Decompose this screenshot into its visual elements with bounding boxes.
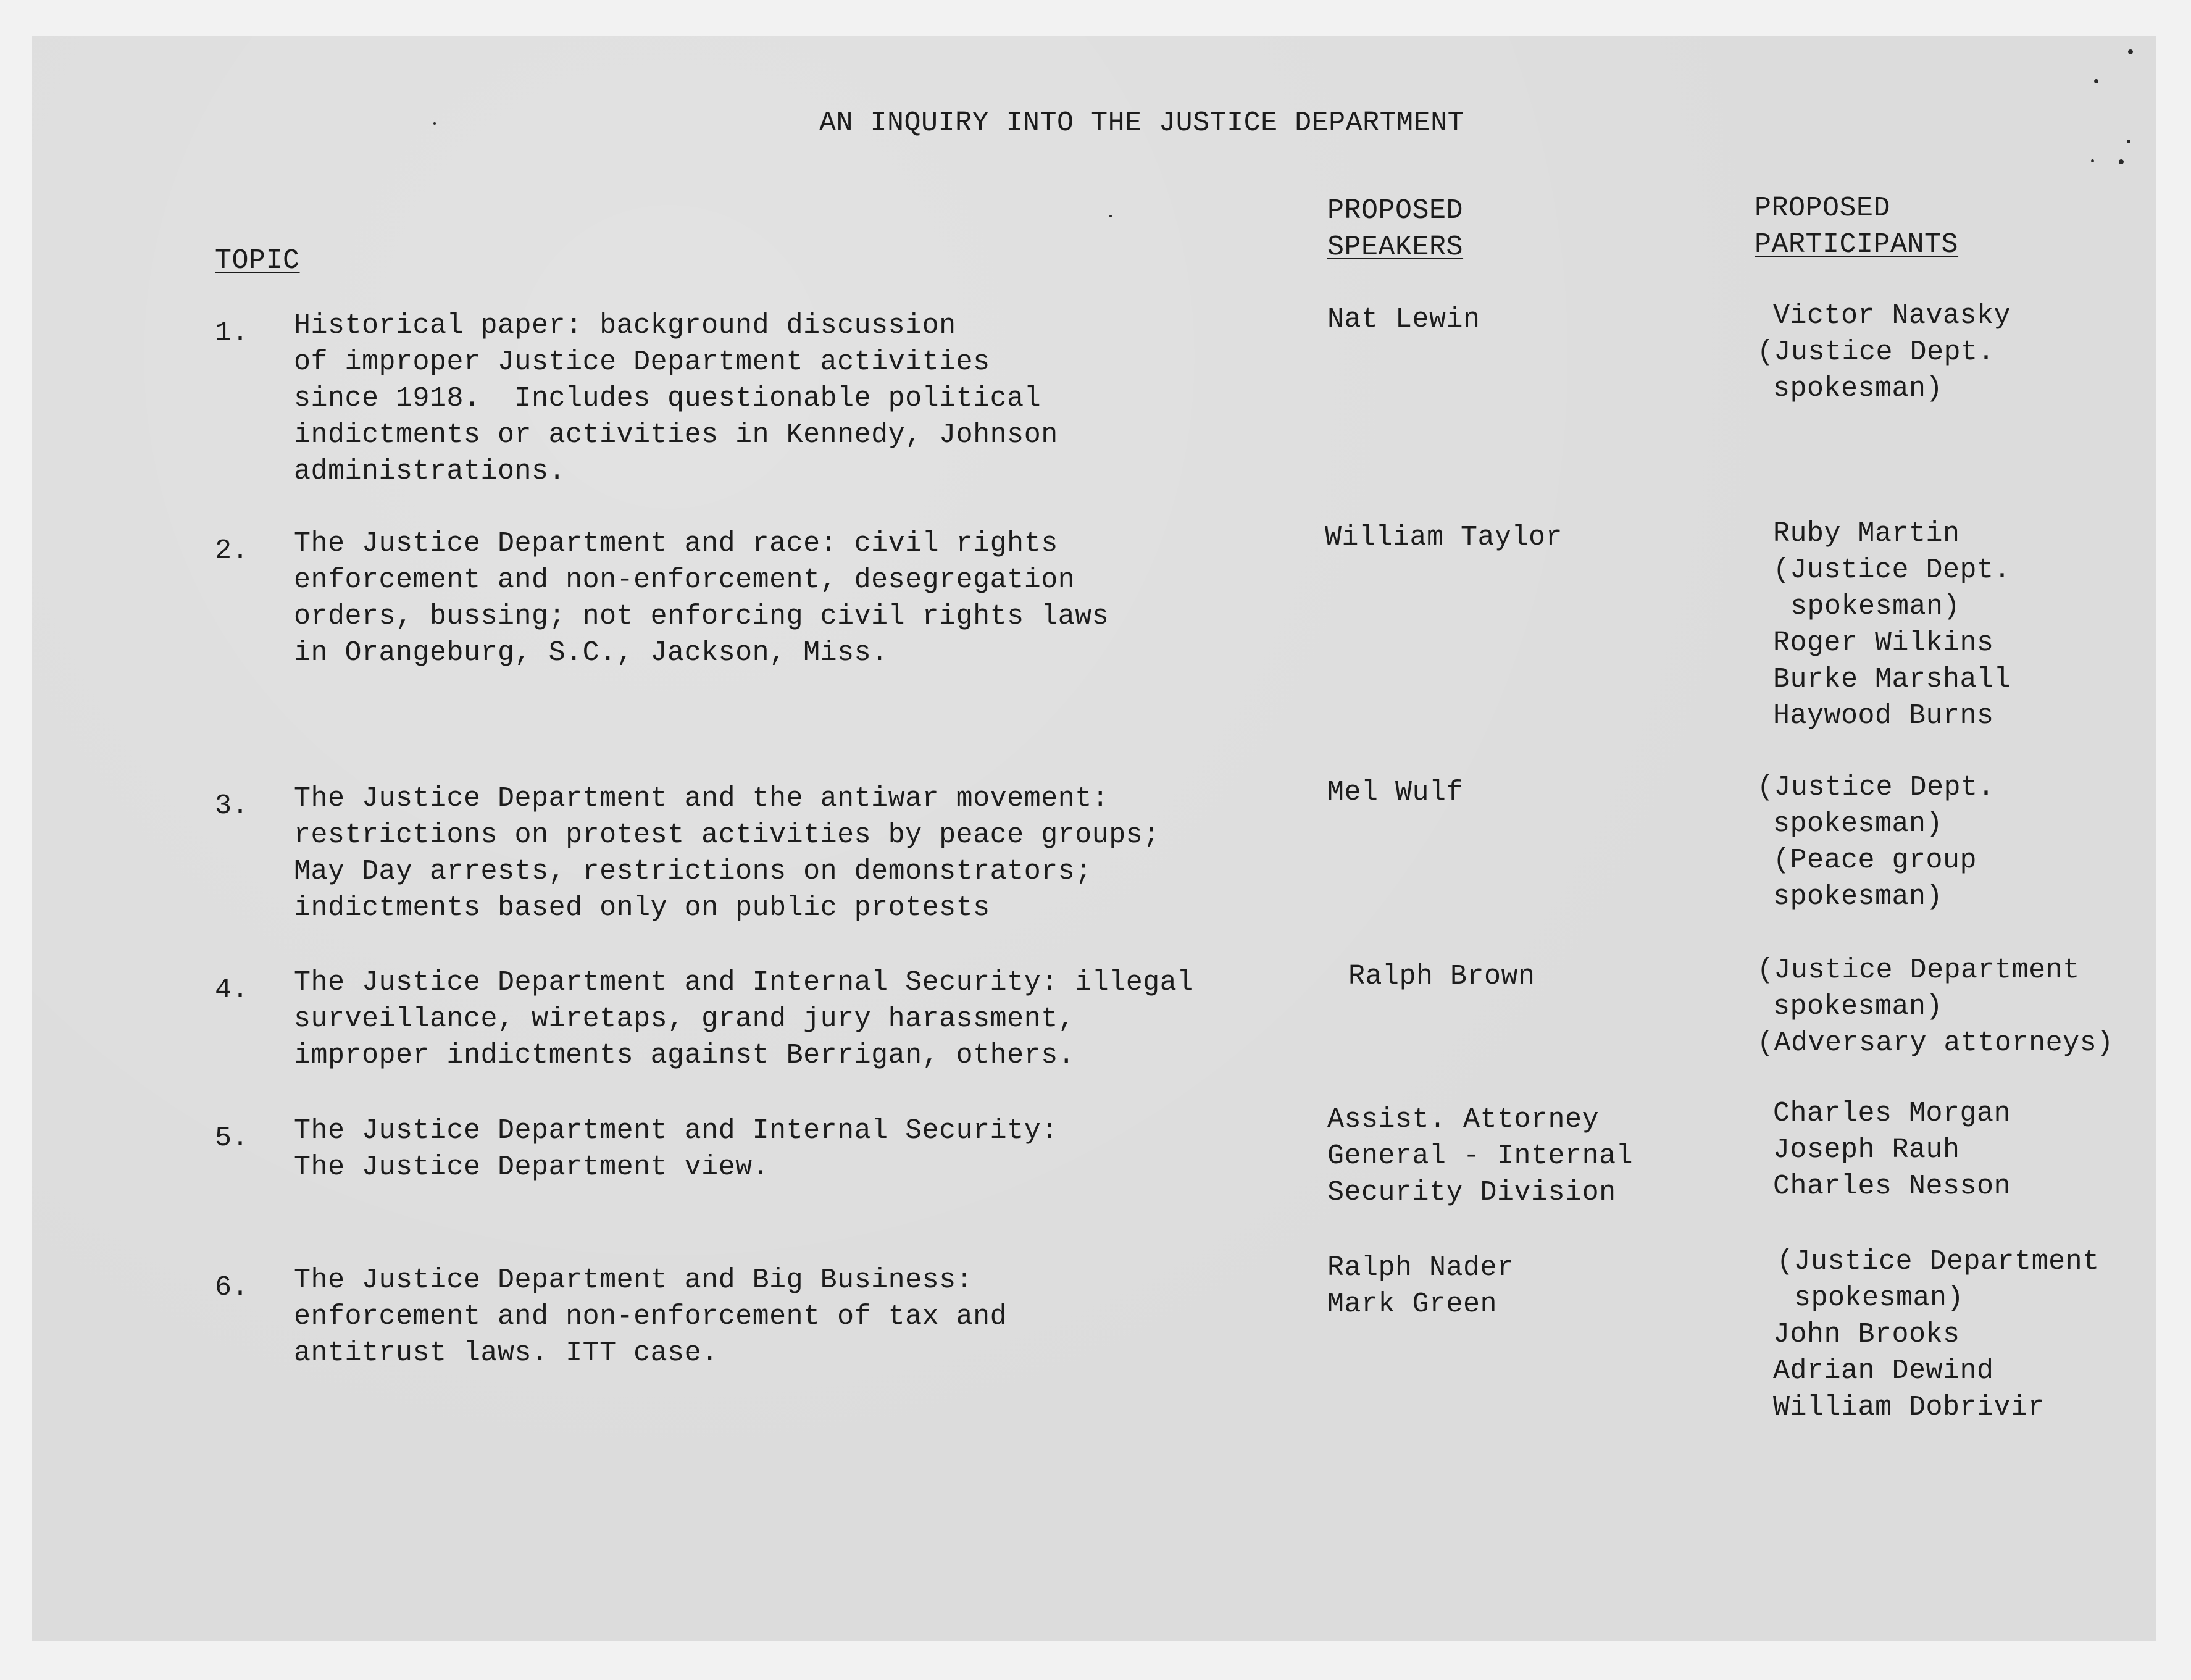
topic-line: since 1918. Includes questionable political	[294, 383, 1041, 414]
participant-line: spokesman)	[1794, 1282, 1964, 1314]
topic-line: of improper Justice Department activities	[294, 346, 990, 378]
participant-line: (Justice Department	[1777, 1246, 2100, 1277]
participant-line: spokesman)	[1773, 808, 1943, 840]
topic-line: surveillance, wiretaps, grand jury harassment,	[294, 1003, 1075, 1035]
speaker-line: Assist. Attorney	[1327, 1104, 1600, 1135]
item-number: 5.	[215, 1122, 249, 1154]
scan-speck	[2094, 79, 2098, 83]
participants-header-line2: PARTICIPANTS	[1755, 229, 1959, 261]
topic-line: enforcement and non-enforcement, desegregation	[294, 564, 1075, 596]
participants-header-line1: PROPOSED	[1755, 193, 1891, 224]
topic-line: The Justice Department and race: civil rights	[294, 528, 1058, 559]
item-number: 3.	[215, 790, 249, 822]
speaker-line: Ralph Nader	[1327, 1252, 1514, 1284]
speaker-line: Mark Green	[1327, 1289, 1498, 1320]
speakers-header-line2: SPEAKERS	[1327, 232, 1464, 263]
topic-line: The Justice Department and Internal Security: illegal	[294, 967, 1194, 998]
speaker-name: Mel Wulf	[1327, 777, 1464, 808]
topic-line: May Day arrests, restrictions on demonstrators;	[294, 856, 1092, 887]
participant-line: (Adversary attorneys)	[1757, 1027, 2114, 1059]
topic-line: in Orangeburg, S.C., Jackson, Miss.	[294, 637, 888, 669]
topic-line: The Justice Department view.	[294, 1151, 770, 1183]
speakers-header-line1: PROPOSED	[1327, 195, 1464, 227]
scan-speck	[2091, 159, 2094, 162]
participant-line: spokesman)	[1790, 591, 1961, 622]
speaker-name: Ralph Brown	[1348, 961, 1535, 992]
participant-line: Joseph Rauh	[1773, 1134, 1960, 1166]
topic-line: enforcement and non-enforcement of tax and	[294, 1301, 1008, 1332]
speaker-line: General - Internal	[1327, 1140, 1634, 1172]
participant-line: John Brooks	[1773, 1319, 1960, 1350]
participant-line: (Justice Dept.	[1757, 336, 1995, 368]
participant-line: (Justice Dept.	[1757, 772, 1995, 803]
speaker-name: Nat Lewin	[1327, 304, 1480, 335]
topic-line: improper indictments against Berrigan, others.	[294, 1040, 1075, 1071]
participant-line: spokesman)	[1773, 373, 1943, 404]
item-number: 2.	[215, 535, 249, 567]
document-title: AN INQUIRY INTO THE JUSTICE DEPARTMENT	[819, 107, 1465, 139]
item-number: 1.	[215, 317, 249, 349]
participant-line: Victor Navasky	[1773, 300, 2011, 332]
participant-line: (Justice Dept.	[1773, 554, 2011, 586]
topic-line: administrations.	[294, 456, 566, 487]
participant-line: Charles Morgan	[1773, 1098, 2011, 1129]
participant-line: spokesman)	[1773, 991, 1943, 1022]
topic-line: indictments based only on public protests	[294, 892, 990, 924]
participant-line: William Dobrivir	[1773, 1392, 2045, 1423]
participant-line: Burke Marshall	[1773, 664, 2011, 695]
participant-line: Charles Nesson	[1773, 1171, 2011, 1202]
scan-speck	[1109, 215, 1112, 217]
topic-header: TOPIC	[215, 245, 300, 277]
participant-line: (Justice Department	[1757, 955, 2080, 986]
item-number: 6.	[215, 1272, 249, 1303]
scan-speck	[2128, 49, 2133, 54]
participant-line: (Peace group	[1773, 845, 1977, 876]
topic-line: The Justice Department and Big Business:	[294, 1264, 974, 1296]
participant-line: Roger Wilkins	[1773, 627, 1994, 659]
topic-line: antitrust laws. ITT case.	[294, 1337, 719, 1369]
participant-line: spokesman)	[1773, 881, 1943, 913]
scan-speck	[433, 122, 436, 125]
participant-line: Haywood Burns	[1773, 700, 1994, 732]
topic-line: orders, bussing; not enforcing civil rights laws	[294, 601, 1109, 632]
scan-speck	[2119, 159, 2124, 164]
topic-line: The Justice Department and Internal Security:	[294, 1115, 1058, 1147]
topic-line: Historical paper: background discussion	[294, 310, 956, 341]
speaker-line: Security Division	[1327, 1177, 1616, 1208]
scan-speck	[2127, 140, 2130, 143]
topic-line: indictments or activities in Kennedy, Johnson	[294, 419, 1058, 451]
speaker-name: William Taylor	[1325, 522, 1563, 553]
item-number: 4.	[215, 974, 249, 1006]
topic-line: restrictions on protest activities by peace groups;	[294, 819, 1160, 851]
participant-line: Adrian Dewind	[1773, 1355, 1994, 1387]
topic-line: The Justice Department and the antiwar movement:	[294, 783, 1109, 814]
participant-line: Ruby Martin	[1773, 518, 1960, 550]
document-page	[32, 36, 2156, 1641]
